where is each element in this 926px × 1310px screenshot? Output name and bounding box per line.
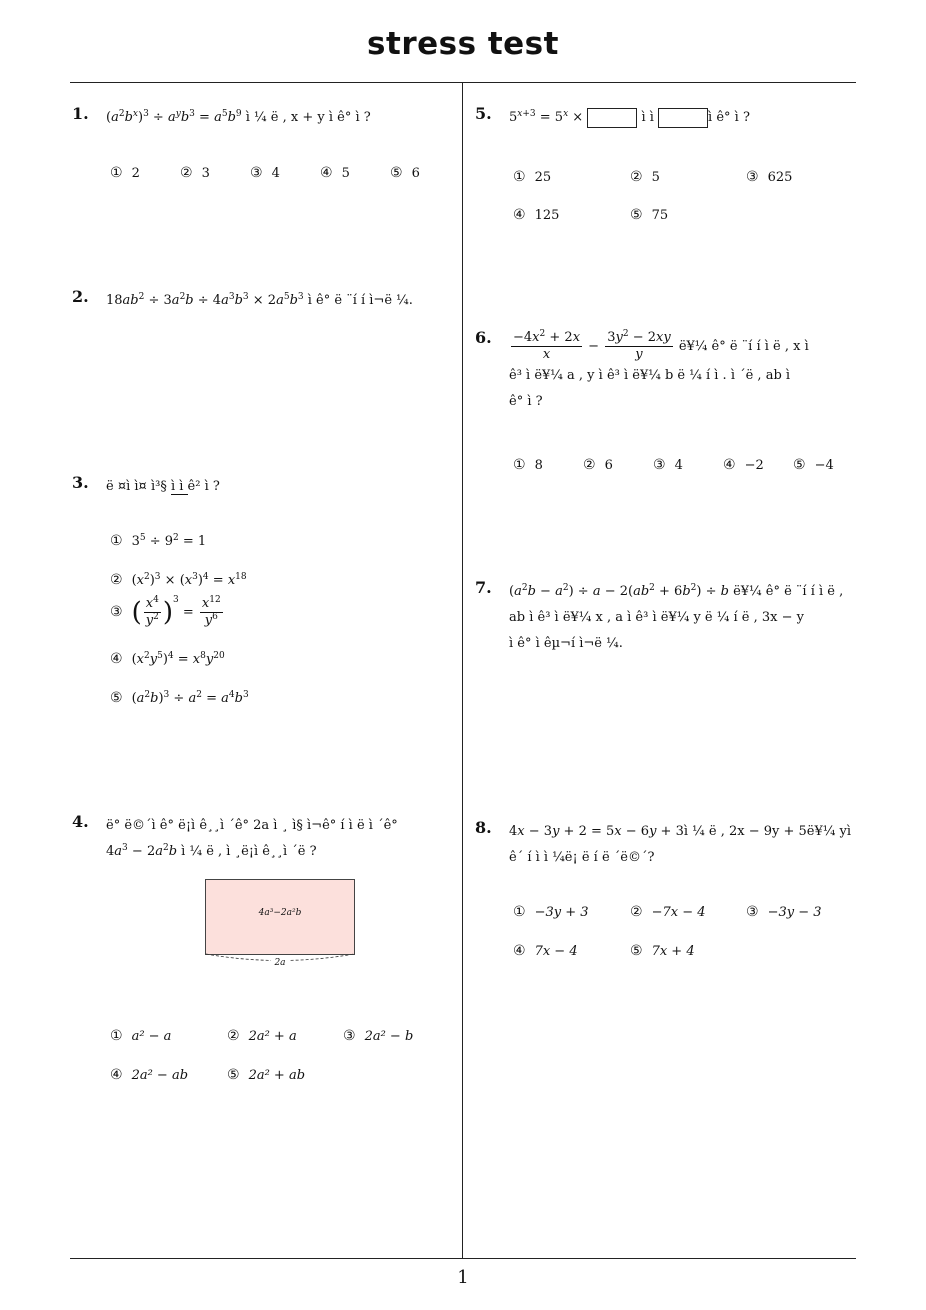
top-rule bbox=[70, 82, 856, 83]
problem-number: 8. bbox=[475, 818, 492, 837]
problem-stem: $(a^2b^x)^3 \div a^yb^3 = a^5b^9$ ì ¼ ë , x + y ì ê° ì ? bbox=[106, 109, 371, 125]
option-1[interactable]: ① 25 bbox=[513, 169, 552, 185]
problem-number: 5. bbox=[475, 104, 492, 123]
option-4[interactable]: ④ $(x^2y^5)^4 = x^8y^{20}$ bbox=[110, 651, 225, 667]
problem-stem: $18ab^2 \div 3a^2b \div 4a^3b^3 \times 2a^5b^3$ ì ê° ë ¨í í ì¬ë ¼. bbox=[106, 292, 413, 308]
page-title: stress test bbox=[367, 26, 559, 62]
bottom-rule bbox=[70, 1258, 856, 1259]
option-2[interactable]: ② 3 bbox=[180, 165, 210, 181]
option-4[interactable]: ④ 125 bbox=[513, 207, 560, 223]
option-1[interactable]: ① −3y + 3 bbox=[513, 904, 589, 920]
rectangle-figure bbox=[205, 879, 355, 969]
option-2[interactable]: ② $(x^2)^3 \times (x^3)^4 = x^{18}$ bbox=[110, 572, 247, 588]
problem-stem: ë° ë©´ì ê° ë¡ì ê¸¸ì ´ê° 2a ì ¸ ì§ ì¬ê° í ì ë ì ´ê° $4a^3 - 2a^2b$ ì ¼ ë , ì ¸ë¡ì ê¸¸ì ´ë ? bbox=[106, 818, 398, 859]
problem-number: 3. bbox=[72, 473, 89, 492]
option-4[interactable]: ④ 7x − 4 bbox=[513, 943, 578, 959]
option-3[interactable]: ③ −3y − 3 bbox=[746, 904, 822, 920]
problem-stem: 4x − 3y + 2 = 5x − 6y + 3ì ¼ ë , 2x − 9y + 5ë¥¼ yì ê´ í ì ì ¼ë¡ ë í ë ´ë©´? bbox=[509, 824, 851, 865]
option-4[interactable]: ④ −2 bbox=[723, 457, 764, 473]
option-3[interactable]: ③ 625 bbox=[746, 169, 793, 185]
option-1[interactable]: ① a² − a bbox=[110, 1028, 172, 1044]
blank-box bbox=[587, 108, 637, 128]
problem-number: 4. bbox=[72, 812, 89, 831]
base-label: 2a bbox=[205, 958, 355, 968]
option-5[interactable]: ⑤ $(a^2b)^3 \div a^2 = a^4b^3$ bbox=[110, 690, 249, 706]
option-2[interactable]: ② −7x − 4 bbox=[630, 904, 706, 920]
option-3[interactable]: ③ 4 bbox=[250, 165, 280, 181]
option-5[interactable]: ⑤ 75 bbox=[630, 207, 669, 223]
option-3[interactable]: ③ 4 bbox=[653, 457, 683, 473]
option-5[interactable]: ⑤ −4 bbox=[793, 457, 834, 473]
option-1[interactable]: ① 8 bbox=[513, 457, 543, 473]
problem-stem: $(a^2b - a^2) \div a - 2(ab^2 + 6b^2) \div b$ ë¥¼ ê° ë ¨í í ì ë , ab ì ê³ ì ë¥¼ x , a ì ê³ ì ë¥¼ y ë ¼ í ë , 3x − y ì ê° ì êµ¬í ì¬ë ¼. bbox=[509, 583, 844, 651]
option-5[interactable]: ⑤ 2a² + ab bbox=[227, 1067, 306, 1083]
problem-stem: $\frac{-4x^2 + 2x}{x}$ − $\frac{3y^2 - 2xy}{y}$ ë¥¼ ê° ë ¨í í ì ë , x ì ê³ ì ë¥¼ a , y ì ê³ ì ë¥¼ b ë ¼ í ì . ì ´ë , ab ì ê° ì ? bbox=[509, 329, 809, 409]
problem-number: 7. bbox=[475, 578, 492, 597]
problem-stem: ë ¤ì ì¤ ì³§ ì ì ê² ì ? bbox=[106, 479, 220, 494]
option-1[interactable]: ① 2 bbox=[110, 165, 140, 181]
option-4[interactable]: ④ 2a² − ab bbox=[110, 1067, 189, 1083]
blank-box bbox=[658, 108, 708, 128]
problem-stem: $5^{x+3} = 5^x$ × ì ì ì ê° ì ? bbox=[509, 105, 750, 131]
page-number: 1 bbox=[457, 1267, 469, 1288]
option-5[interactable]: ⑤ 7x + 4 bbox=[630, 943, 695, 959]
column-divider bbox=[462, 82, 463, 1258]
option-3[interactable]: ③ ( $\frac{x^4}{y^2}$ )$^3$ = $\frac{x^{12}}{y^6}$ bbox=[110, 595, 221, 628]
problem-number: 6. bbox=[475, 328, 492, 347]
option-2[interactable]: ② 6 bbox=[583, 457, 613, 473]
option-4[interactable]: ④ 5 bbox=[320, 165, 350, 181]
option-2[interactable]: ② 2a² + a bbox=[227, 1028, 297, 1044]
option-5[interactable]: ⑤ 6 bbox=[390, 165, 420, 181]
option-2[interactable]: ② 5 bbox=[630, 169, 660, 185]
option-1[interactable]: ① $3^5 \div 9^2 = 1$ bbox=[110, 533, 207, 549]
option-3[interactable]: ③ 2a² − b bbox=[343, 1028, 414, 1044]
problem-number: 2. bbox=[72, 287, 89, 306]
problem-number: 1. bbox=[72, 104, 89, 123]
area-label: 4a³−2a²b bbox=[258, 908, 302, 918]
